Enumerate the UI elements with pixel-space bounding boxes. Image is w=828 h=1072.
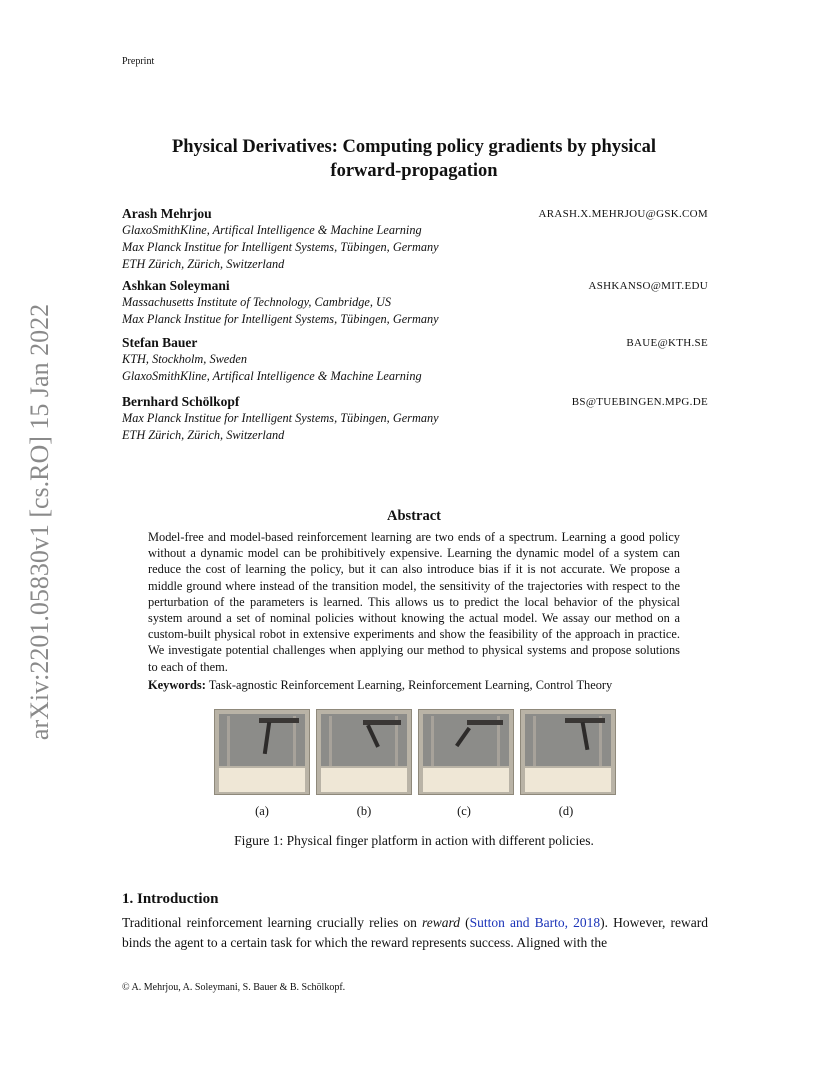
citation-link[interactable]: Sutton and Barto, 2018: [469, 915, 601, 930]
copyright-footer: © A. Mehrjou, A. Soleymani, S. Bauer & B. Schölkopf.: [122, 982, 346, 993]
author-block: [122, 278, 708, 328]
arxiv-id: arXiv:2201.05830v1 [cs.RO] 15 Jan 2022: [25, 303, 54, 741]
author-affiliation: Max Planck Institue for Intelligent Systems, Tübingen, Germany: [122, 411, 439, 425]
author-block: [122, 206, 708, 273]
author-email[interactable]: BS@TUEBINGEN.MPG.DE: [571, 396, 708, 408]
subfigure-label-b: (b): [356, 804, 372, 818]
intro-italic-reward: reward: [422, 915, 461, 930]
intro-paren: (: [460, 915, 470, 930]
author-name: Ashkan Soleymani: [122, 278, 230, 293]
keywords-text: Task-agnostic Reinforcement Learning, Reinforcement Learning, Control Theory: [208, 678, 613, 692]
author-affiliation: KTH, Stockholm, Sweden: [122, 352, 248, 366]
author-email[interactable]: BAUE@KTH.SE: [626, 337, 708, 349]
section-heading-introduction: 1. Introduction: [122, 891, 219, 907]
subfigure-label-c: (c): [457, 804, 471, 818]
author-affiliation: ETH Zürich, Zürich, Switzerland: [122, 257, 285, 271]
author-affiliation: GlaxoSmithKline, Artifical Intelligence & Machine Learning: [122, 223, 422, 237]
author-block: [122, 394, 708, 444]
author-email[interactable]: ARASH.X.MEHRJOU@GSK.COM: [538, 208, 708, 220]
keywords: [148, 678, 688, 693]
author-affiliation: Max Planck Institue for Intelligent Systems, Tübingen, Germany: [122, 312, 439, 326]
paper-title-line2: forward-propagation: [330, 161, 498, 181]
author-email[interactable]: ASHKANSO@MIT.EDU: [588, 280, 708, 292]
author-name: Stefan Bauer: [122, 335, 198, 350]
abstract-heading: Abstract: [387, 508, 441, 524]
abstract-text: Model-free and model-based reinforcement learning are two ends of a spectrum. Learning a good policy without a dynamic model can be prohibitively expensive. Learning the dynamic model of a system can reduce the cost of learning the policy, but it can also introduce bias if it is not accurate. We propose a middle ground where instead of the transition model, the sensitivity of the trajectories with respect to the perturbation of the parameters is learned. This allows us to predict the local behavior of the physical system around a set of nominal policies without knowing the actual model. We assay our method on a custom-built physical robot in extensive experiments and show the feasibility of the approach in practice. We investigate potential challenges when applying our method to physical systems and propose solutions to each of them.: [148, 530, 681, 674]
author-affiliation: Max Planck Institue for Intelligent Systems, Tübingen, Germany: [122, 240, 439, 254]
figure-1: [214, 709, 616, 797]
figure-panel-c: [418, 709, 514, 795]
figure-caption: Figure 1: Physical finger platform in action with different policies.: [234, 833, 594, 848]
author-affiliation: Massachusetts Institute of Technology, Cambridge, US: [122, 295, 392, 309]
paper-title: [122, 135, 706, 183]
intro-text-2: ). However, reward binds the agent to a certain task for which the reward represents success. Aligned with the: [122, 915, 708, 950]
author-name: Bernhard Schölkopf: [122, 394, 240, 409]
keywords-label: Keywords:: [148, 678, 206, 692]
figure-panel-a: [214, 709, 310, 795]
author-affiliation: GlaxoSmithKline, Artifical Intelligence & Machine Learning: [122, 369, 422, 383]
figure-panel-d: [520, 709, 616, 795]
author-affiliation: ETH Zürich, Zürich, Switzerland: [122, 428, 285, 442]
paper-title-line1: Physical Derivatives: Computing policy gradients by physical: [171, 137, 657, 157]
intro-text-1: Traditional reinforcement learning crucially relies on: [122, 915, 423, 930]
subfigure-label-a: (a): [255, 804, 269, 818]
author-name: Arash Mehrjou: [122, 206, 212, 221]
preprint-label: Preprint: [122, 56, 155, 67]
author-block: [122, 335, 708, 385]
subfigure-label-d: (d): [558, 804, 574, 818]
introduction-paragraph: [122, 913, 708, 953]
figure-panel-b: [316, 709, 412, 795]
